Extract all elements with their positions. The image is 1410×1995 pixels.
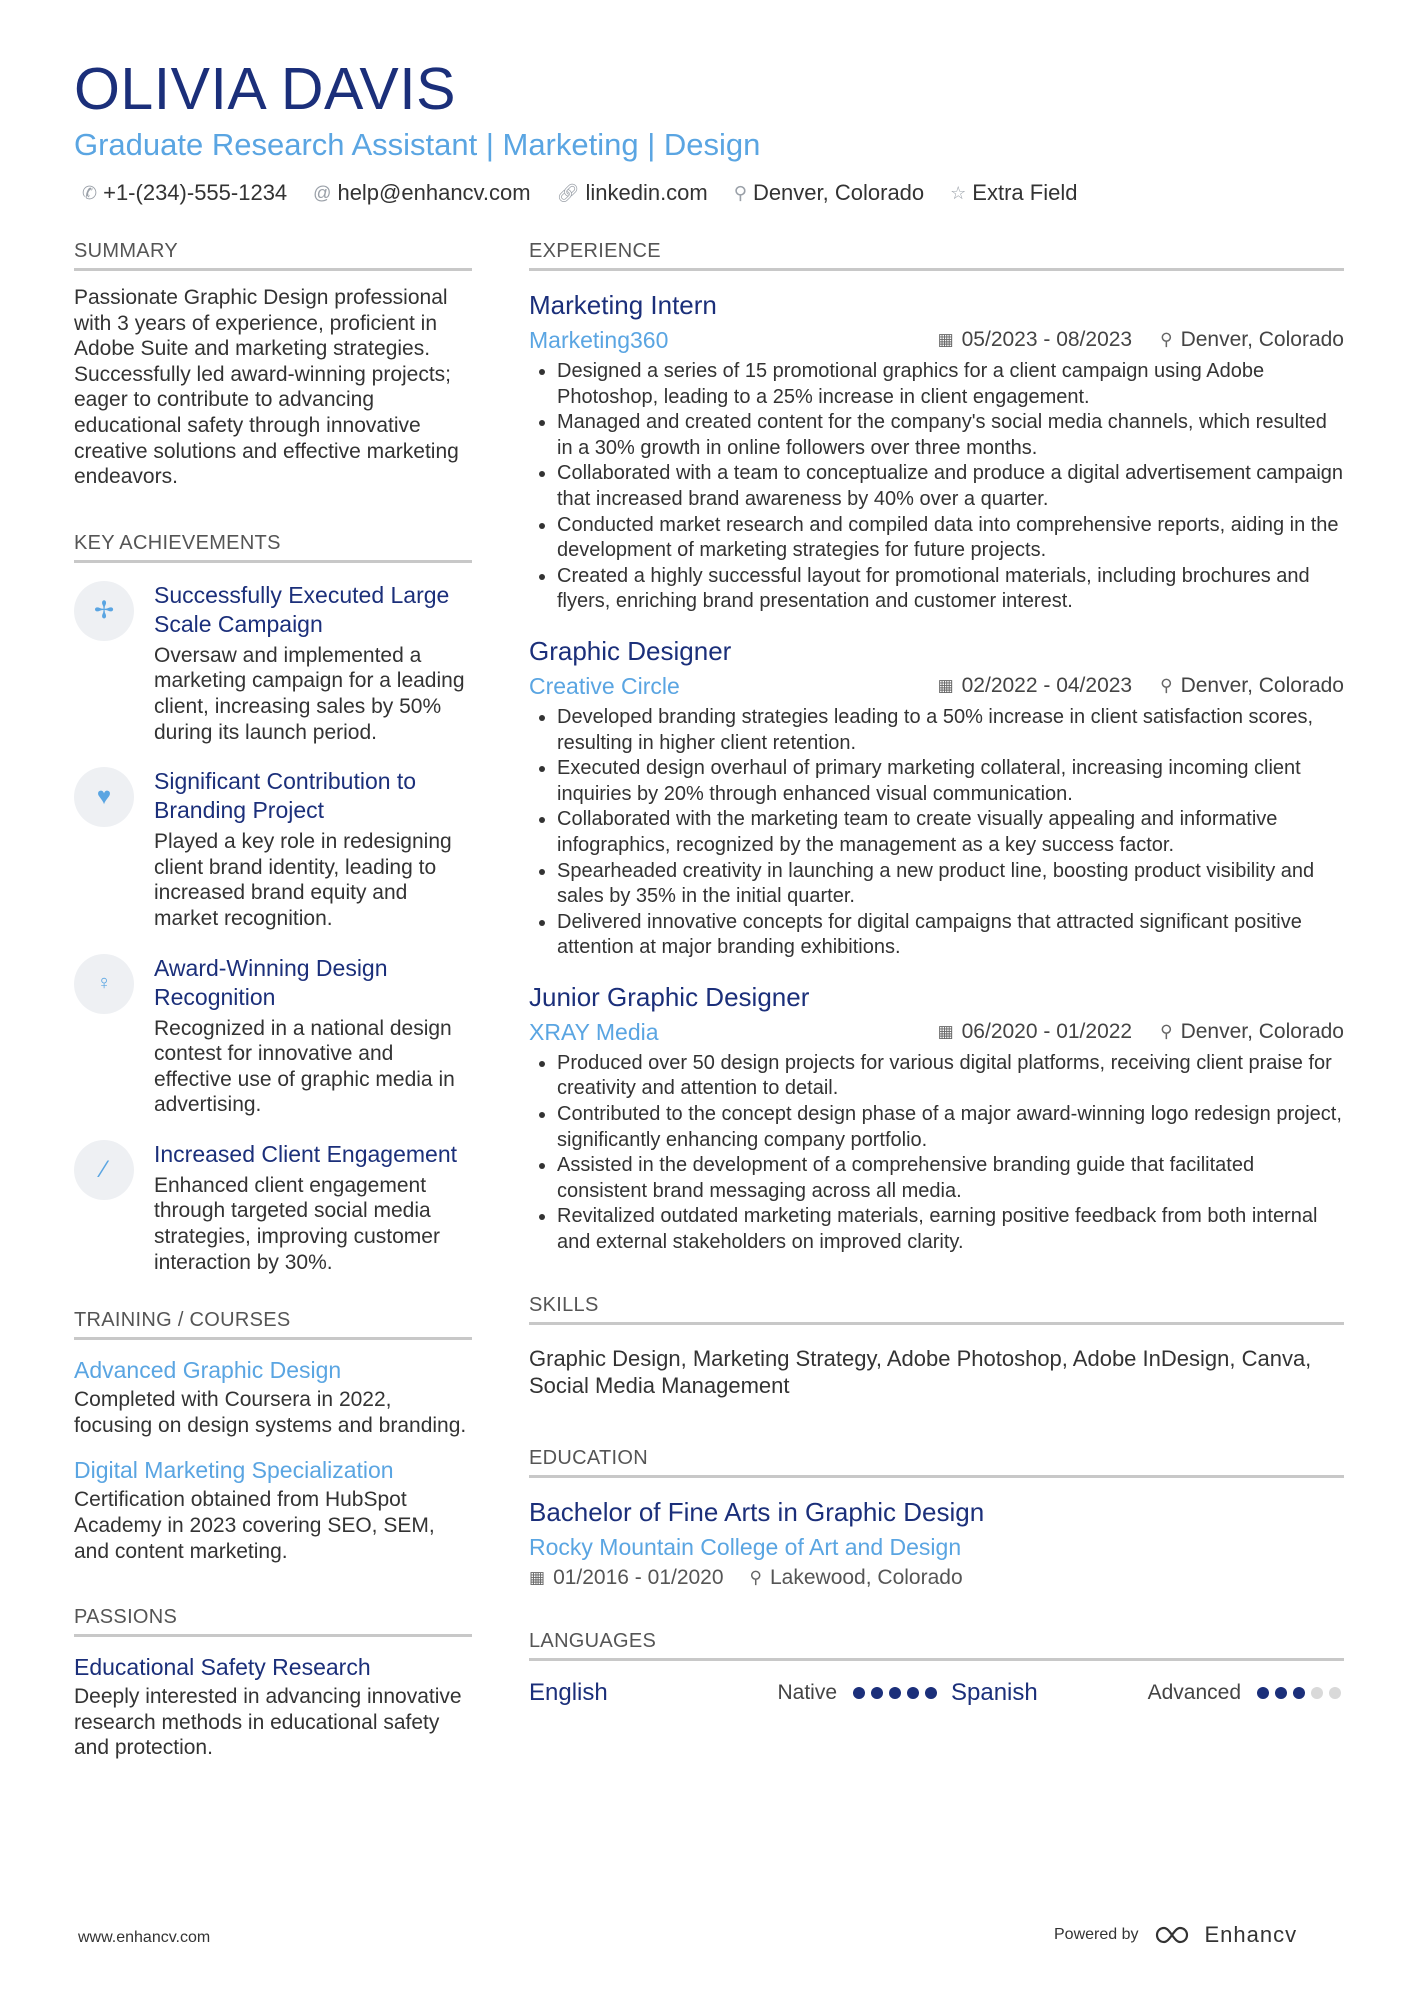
location-icon: ⚲ [1160, 330, 1173, 349]
contact-location: ⚲ Denver, Colorado [734, 178, 924, 208]
achievement-title: Successfully Executed Large Scale Campaign [154, 581, 450, 637]
passion-title: Educational Safety Research [74, 1654, 371, 1681]
footer-website[interactable]: www.enhancv.com [78, 1929, 211, 1946]
language-rating [853, 1687, 937, 1699]
achievement-title: Increased Client Engagement [154, 1140, 458, 1167]
language-list [529, 1679, 1344, 1707]
job-dates: 06/2020 - 01/2022 [961, 1019, 1133, 1043]
rating-dot [907, 1687, 919, 1699]
achievements-section [74, 530, 472, 1276]
footer-powered [1054, 1922, 1297, 1948]
language-rating [1257, 1687, 1341, 1699]
bullet-item: • Collaborated with the marketing team to create visually appealing and informative infographics, recognized by the management as a key success factor. [557, 807, 1344, 858]
rating-dot [925, 1687, 937, 1699]
location-icon: ⚲ [749, 1567, 762, 1587]
job-entry [529, 635, 1344, 961]
rating-dot [1257, 1687, 1269, 1699]
job-dates: 02/2022 - 04/2023 [961, 673, 1133, 697]
job-title: Marketing Intern [529, 290, 717, 320]
job-dates: 05/2023 - 08/2023 [961, 328, 1133, 351]
achievement-text: Recognized in a national design contest for innovative and effective use of graphic media in advertising. [154, 1016, 455, 1117]
bullet-item: • Created a highly successful layout for promotional materials, including brochures and flyers, enriching brand presentation and customer interest. [557, 564, 1344, 615]
at-icon: @ [313, 183, 332, 203]
section-title: SUMMARY [74, 238, 472, 271]
course-item [74, 1456, 472, 1564]
course-title: Digital Marketing Specialization [74, 1457, 394, 1484]
passions-section [74, 1604, 472, 1761]
achievement-text: Oversaw and implemented a marketing campaign for a leading client, increasing sales by 50% during its launch period. [154, 643, 465, 744]
language-name: Spanish [951, 1678, 1038, 1706]
job-entry [529, 981, 1344, 1256]
contact-email[interactable]: @ help@enhancv.com [313, 178, 530, 208]
section-title: SKILLS [529, 1292, 1344, 1325]
bullet-item: • Managed and created content for the company's social media channels, which resulted in a 30% growth in online followers over three months. [557, 410, 1344, 461]
language-item [529, 1679, 937, 1707]
contact-bar [82, 178, 1077, 208]
location-icon: ⚲ [1160, 675, 1173, 695]
left-column [74, 238, 472, 1761]
phone-icon: ✆ [82, 183, 98, 203]
bullet-item: • Designed a series of 15 promotional graphics for a client campaign using Adobe Photoshop, leading to a 25% increase in client engagement. [557, 359, 1344, 410]
language-name: English [529, 1678, 608, 1706]
calendar-icon: ▦ [937, 330, 954, 349]
achievement-title: Award-Winning Design Recognition [154, 954, 388, 1010]
calendar-icon: ▦ [937, 675, 954, 695]
achievement-item [74, 581, 472, 745]
section-title: LANGUAGES [529, 1628, 1344, 1661]
bullet-item: • Executed design overhaul of primary marketing collateral, increasing incoming client inquiries by 20% through enhanced visual communication. [557, 756, 1344, 807]
rating-dot [871, 1687, 883, 1699]
training-section [74, 1307, 472, 1564]
job-company: XRAY Media [529, 1018, 659, 1045]
contact-linkedin[interactable]: 🔗︎ linkedin.com [557, 178, 708, 208]
degree-title: Bachelor of Fine Arts in Graphic Design [529, 1496, 985, 1527]
achievement-item [74, 1140, 472, 1275]
section-title: TRAINING / COURSES [74, 1307, 472, 1340]
achievement-item [74, 767, 472, 931]
job-location: Denver, Colorado [1180, 673, 1344, 697]
achievement-item [74, 954, 472, 1118]
bullet-item: • Delivered innovative concepts for digital campaigns that attracted significant positive attention at major branding exhibitions. [557, 910, 1344, 961]
job-location: Denver, Colorado [1180, 1019, 1344, 1043]
star-icon: ☆ [950, 183, 967, 203]
language-level: Native [777, 1680, 837, 1704]
bullet-item: • Contributed to the concept design phase of a major award-winning logo redesign project, significantly enhancing company portfolio. [557, 1102, 1344, 1153]
summary-section [74, 238, 472, 490]
powered-label: Powered by [1054, 1926, 1139, 1943]
job-bullets [529, 1051, 1344, 1256]
section-title: PASSIONS [74, 1604, 472, 1637]
experience-section [529, 238, 1344, 1256]
language-item [951, 1679, 1341, 1707]
candidate-name: OLIVIA DAVIS [74, 56, 457, 122]
languages-section [529, 1628, 1344, 1707]
calendar-icon: ▦ [937, 1021, 954, 1041]
rating-dot [889, 1687, 901, 1699]
job-company: Marketing360 [529, 327, 669, 353]
link-icon: 🔗︎ [556, 183, 580, 203]
rating-dot [1329, 1687, 1341, 1699]
heart-icon: ♥ [74, 767, 134, 827]
job-title: Graphic Designer [529, 635, 732, 666]
rating-dot [1293, 1687, 1305, 1699]
calendar-icon: ▦ [529, 1567, 546, 1587]
location-icon: ⚲ [733, 183, 747, 203]
passion-text: Deeply interested in advancing innovative research methods in educational safety and protection. [74, 1685, 462, 1760]
bullet-item: • Revitalized outdated marketing materials, earning positive feedback from both internal and external stakeholders on improved clarity. [557, 1204, 1344, 1255]
right-column [529, 238, 1344, 1707]
brand-name: Enhancv [1204, 1922, 1298, 1947]
edu-dates: 01/2016 - 01/2020 [553, 1565, 724, 1589]
location-icon: ⚲ [1160, 1021, 1173, 1041]
enhancv-logo[interactable] [1153, 1922, 1298, 1948]
achievement-title: Significant Contribution to Branding Project [154, 768, 417, 824]
skills-text: Graphic Design, Marketing Strategy, Adobe Photoshop, Adobe InDesign, Canva, Social Media Management [529, 1345, 1312, 1398]
language-level: Advanced [1147, 1680, 1241, 1704]
course-title: Advanced Graphic Design [74, 1357, 342, 1384]
edu-location: Lakewood, Colorado [770, 1565, 963, 1589]
school-name: Rocky Mountain College of Art and Design [529, 1533, 962, 1560]
achievement-text: Enhanced client engagement through targeted social media strategies, improving customer interaction by 30%. [154, 1173, 440, 1274]
rating-dot [1275, 1687, 1287, 1699]
summary-text: Passionate Graphic Design professional with 3 years of experience, proficient in Adobe Suite and marketing strategies. Successfully led award-winning projects; eager to contribute to advancing educational safety through innovative creative solutions and effective marketing endeavors. [74, 286, 459, 489]
section-title: KEY ACHIEVEMENTS [74, 530, 472, 563]
candidate-subtitle: Graduate Research Assistant | Marketing | Design [74, 127, 761, 162]
bullet-item: • Conducted market research and compiled data into comprehensive reports, aiding in the development of marketing strategies for future projects. [557, 513, 1344, 564]
contact-phone[interactable]: ✆ +1-(234)-555-1234 [82, 178, 287, 208]
education-section [529, 1445, 1344, 1590]
job-bullets [529, 359, 1344, 615]
job-company: Creative Circle [529, 672, 680, 699]
job-title: Junior Graphic Designer [529, 981, 810, 1012]
bullet-item: • Developed branding strategies leading to a 50% increase in client satisfaction scores, resulting in higher client retention. [557, 705, 1344, 756]
rating-dot [1311, 1687, 1323, 1699]
job-bullets [529, 705, 1344, 961]
skills-section [529, 1292, 1344, 1399]
passion-item [74, 1653, 472, 1761]
course-text: Completed with Coursera in 2022, focusing on design systems and branding. [74, 1388, 467, 1437]
bullet-item: • Collaborated with a team to conceptualize and produce a digital advertisement campaign that increased brand awareness by 40% over a quarter. [557, 461, 1344, 512]
achievement-text: Played a key role in redesigning client brand identity, leading to increased brand equity and market recognition. [154, 830, 452, 930]
bullet-item: • Produced over 50 design projects for various digital platforms, receiving client praise for creativity and attention to detail. [557, 1051, 1344, 1102]
section-title: EXPERIENCE [529, 238, 1344, 271]
bullet-item: • Assisted in the development of a comprehensive branding guide that facilitated consistent brand messaging across all media. [557, 1153, 1344, 1204]
job-location: Denver, Colorado [1180, 328, 1344, 351]
course-text: Certification obtained from HubSpot Academy in 2023 covering SEO, SEM, and content marketing. [74, 1488, 435, 1563]
infinity-icon [1153, 1924, 1197, 1946]
wand-icon: ⁄ [74, 1140, 134, 1200]
job-entry [529, 289, 1344, 615]
contact-extra: ☆ Extra Field [950, 178, 1077, 208]
rating-dot [853, 1687, 865, 1699]
magic-wand-icon: ✢ [74, 581, 134, 641]
lightbulb-icon: ♀ [74, 954, 134, 1014]
section-title: EDUCATION [529, 1445, 1344, 1478]
bullet-item: • Spearheaded creativity in launching a new product line, boosting product visibility and sales by 35% in the initial quarter. [557, 859, 1344, 910]
course-item [74, 1356, 472, 1438]
